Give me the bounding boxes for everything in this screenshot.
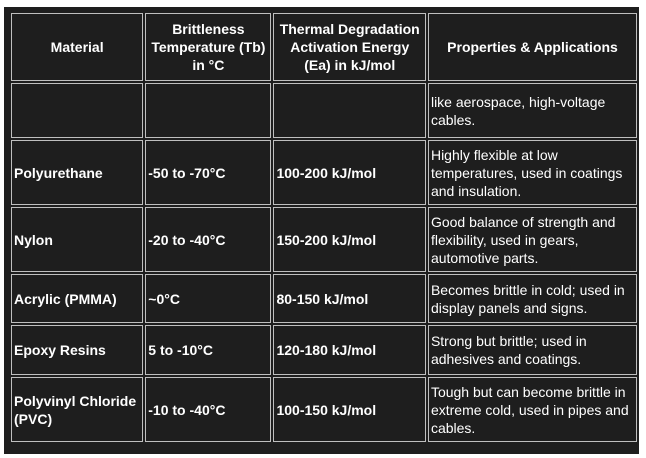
cell-ea: 80-150 kJ/mol	[273, 274, 425, 323]
cell-properties: Good balance of strength and flexibility, used in gears, automotive parts.	[428, 207, 637, 272]
cell-ea	[273, 83, 425, 138]
cell-ea: 100-150 kJ/mol	[273, 377, 425, 442]
table-row	[11, 83, 637, 138]
cell-properties: Highly flexible at low temperatures, used in coatings and insulation.	[428, 140, 637, 205]
table-row	[11, 325, 637, 375]
table-row	[11, 274, 637, 323]
cell-material: Polyurethane	[11, 140, 143, 205]
cell-material: Acrylic (PMMA)	[11, 274, 143, 323]
cell-material: Nylon	[11, 207, 143, 272]
cell-material: Epoxy Resins	[11, 325, 143, 375]
cell-tb: -10 to -40°C	[145, 377, 271, 442]
header-brittleness-temperature: Brittleness Temperature (Tb) in °C	[145, 13, 271, 81]
cell-ea: 150-200 kJ/mol	[273, 207, 425, 272]
cell-tb: -50 to -70°C	[145, 140, 271, 205]
cell-properties: Becomes brittle in cold; used in display panels and signs.	[428, 274, 637, 323]
cell-tb: -20 to -40°C	[145, 207, 271, 272]
table-row	[11, 377, 637, 442]
table-row	[11, 140, 637, 205]
header-properties: Properties & Applications	[428, 13, 637, 81]
cell-tb: 5 to -10°C	[145, 325, 271, 375]
table-row	[11, 207, 637, 272]
table-frame	[4, 7, 639, 454]
cell-material: Polyvinyl Chloride (PVC)	[11, 377, 143, 442]
cell-ea: 120-180 kJ/mol	[273, 325, 425, 375]
cell-tb	[145, 83, 271, 138]
cell-properties: Tough but can become brittle in extreme cold, used in pipes and cables.	[428, 377, 637, 442]
header-activation-energy: Thermal Degradation Activation Energy (Ea) in kJ/mol	[273, 13, 425, 81]
cell-properties: like aerospace, high-voltage cables.	[428, 83, 637, 138]
cell-material	[11, 83, 143, 138]
header-material: Material	[11, 13, 143, 81]
cell-tb: ~0°C	[145, 274, 271, 323]
header-row	[11, 13, 637, 81]
materials-table	[9, 11, 639, 444]
cell-properties: Strong but brittle; used in adhesives and coatings.	[428, 325, 637, 375]
cell-ea: 100-200 kJ/mol	[273, 140, 425, 205]
